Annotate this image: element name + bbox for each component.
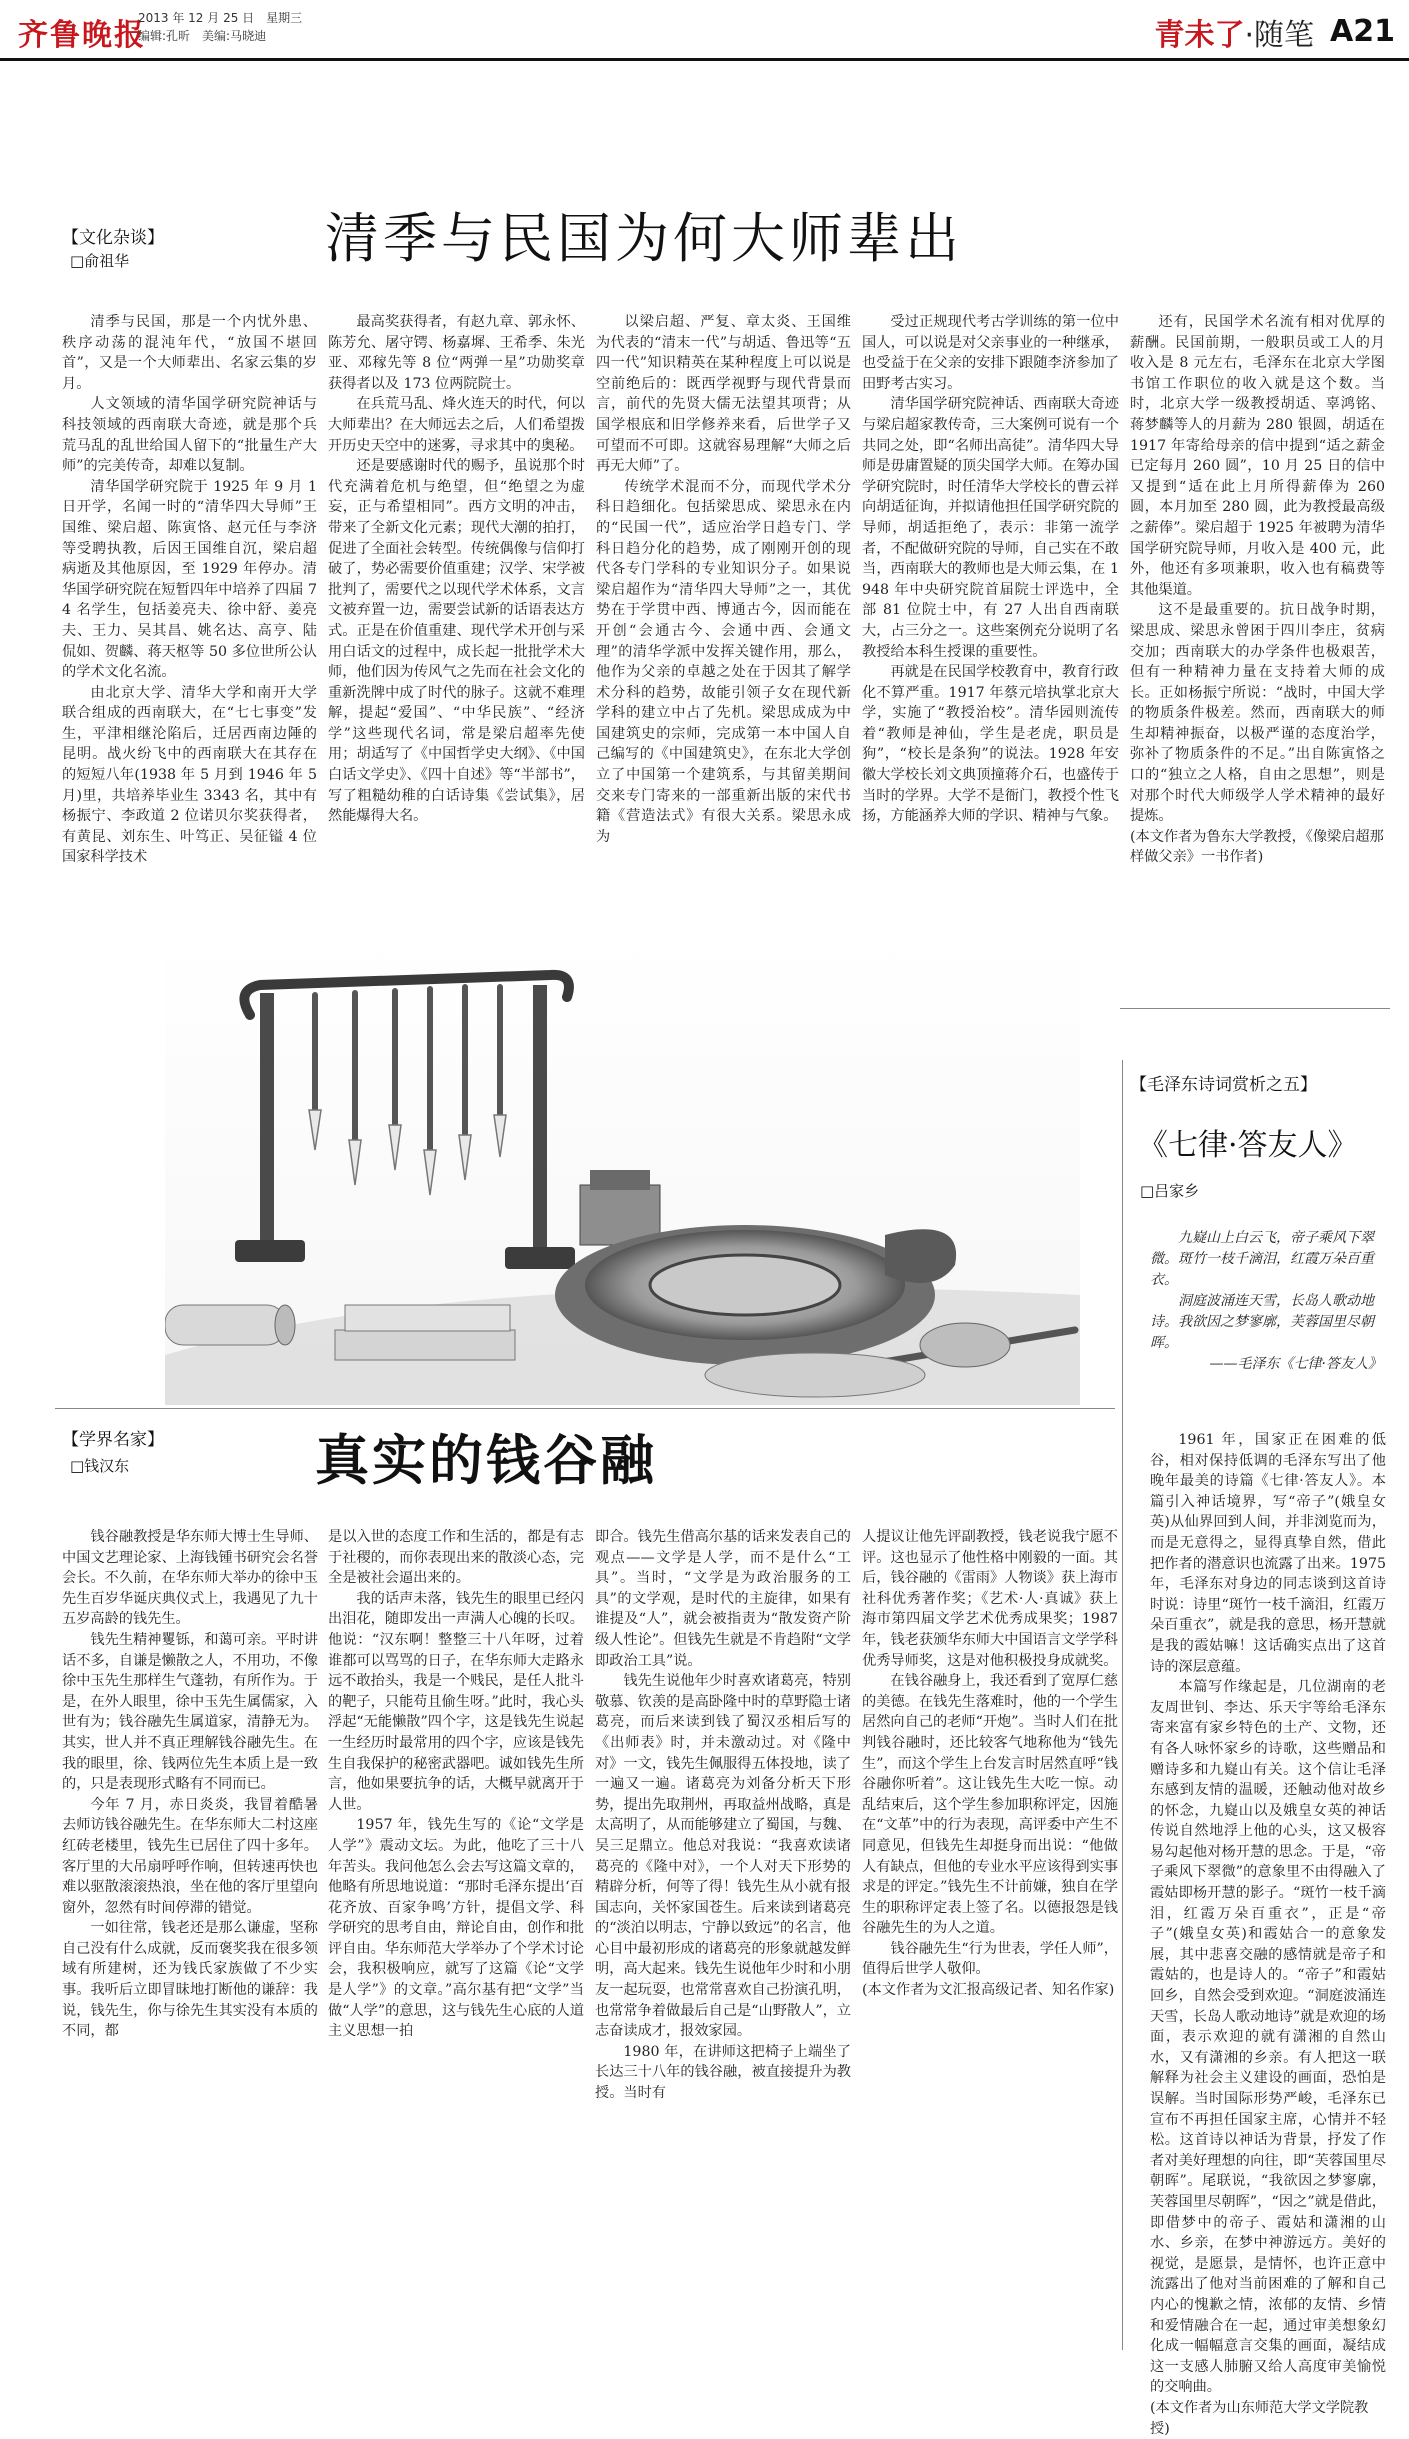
poem-block [1150, 1228, 1382, 1375]
article3-title: 《七律·答友人》 [1138, 1128, 1358, 1163]
author-note: (本文作者为文汇报高级记者、知名作家) [862, 1982, 1115, 1999]
paragraph: 1961 年，国家正在困难的低谷，相对保持低调的毛泽东写出了他晚年最美的诗篇《七律·答友人》。本篇引入神话境界，写“帝子”(娥皇女英)从仙界回到人间，并非浏览而为，而是无意得之，显得真挚自然，借此把作者的潜意识也流露了出来。1975 年，毛泽东对身边的同志谈到这首诗时说：诗里“斑竹一枝千滴泪，红霞万朵百重衣”，就是我的意思，杨开慧就是我的霞姑嘛！这话确实点出了这首诗的深层意蕴。 [1150, 1432, 1386, 1675]
brush-rack-illustration [165, 935, 1080, 1405]
poem-line: 洞庭波涌连天雪，长岛人歌动地诗。我欲因之梦寥廓，芙蓉国里尽朝晖。 [1150, 1293, 1374, 1351]
paragraph: 还有，民国学术名流有相对优厚的薪酬。民国前期，一般职员或工人的月收入是 8 元左右，毛泽东在北京大学图书馆工作职位的收入就是这个数。当时，北京大学一级教授胡适、辜鸿铭、蒋梦麟等人的月薪为 280 银圆，胡适在 1917 年寄给母亲的信中提到“适之薪金已定每月 260 圆”，10 月 25 日的信中又提到“适在此上月所得薪俸为 260 圆，本月加至 280 圆，此为教授最高级之薪俸”。梁启超于 1925 年被聘为清华国学研究院导师，月收入是 400 元，此外，他还有多项兼职，收入也有稿费等其他渠道。 [1130, 314, 1385, 598]
paragraph: 即合。钱先生借高尔基的话来发表自己的观点——文学是人学，而不是什么“工具”。当时，“文学是为政治服务的工具”的文学观，是时代的主旋律，如果有谁提及“人”，就会被指责为“散发资产阶级人性论”。但钱先生就是不肯趋附“文学即政治工具”说。 [595, 1529, 851, 1669]
article1-tag: 【文化杂谈】 [62, 228, 164, 248]
paragraph: 钱先生精神矍铄，和蔼可亲。平时讲话不多，自谦是懒散之人，不用功，不像徐中玉先生那样生气蓬勃，有所作为。于是，在外人眼里，徐中玉先生属儒家，入世有为；钱谷融先生属道家，清静无为。其实，世人并不真正理解钱谷融先生。在我的眼里，徐、钱两位先生本质上是一致的，只是表现形式略有不同而已。 [62, 1631, 318, 1793]
article2-headline: 真实的钱谷融 [315, 1429, 657, 1492]
paragraph: 再就是在民国学校教育中，教育行政化不算严重。1917 年蔡元培执掌北京大学，实施了“教授治校”。清华园则流传着“教师是神仙，学生是老虎，职员是狗”，“校长是条狗”的说法。1928 年安徽大学校长刘文典顶撞蒋介石，也盛传于当时的学界。大学不是衙门，教授个性飞扬，方能涵养大师的学识、精神与气象。 [862, 664, 1119, 825]
water-dropper [920, 1323, 1010, 1367]
page-number: A21 [1330, 14, 1395, 49]
article1-column-2 [328, 312, 585, 827]
section-subname: ·随笔 [1244, 18, 1314, 53]
newspaper-logo: 齐鲁晚报 [18, 18, 146, 53]
editors-credit: 编辑:孔昕 美编:马晓迪 [138, 29, 267, 43]
paragraph: 一如往常，钱老还是那么谦虚，坚称自己没有什么成就，反而褒奖我在很多领域有所建树，还为钱氏家族做了不少实事。我听后立即冒昧地打断他的谦辞：我说，钱先生，你与徐先生其实没有本质的不同，都 [62, 1920, 318, 2040]
article2-column-4 [862, 1527, 1118, 2001]
paragraph: 人提议让他先评副教授，钱老说我宁愿不评。这也显示了他性格中刚毅的一面。其后，钱谷融的《雷雨》人物谈》获上海市社科优秀著作奖；《艺术·人·真诚》获上海市第四届文学艺术优秀成果奖；1987 年，钱老获颁华东师大中国语言文学学科优秀导师奖，这是对他积极投身成就奖。 [862, 1529, 1118, 1669]
article2-tag: 【学界名家】 [62, 1430, 164, 1450]
paragraph: 是以入世的态度工作和生活的，都是有志于社稷的，而你表现出来的散淡心态，完全是被社会逼出来的。 [328, 1529, 584, 1587]
article1-column-5 [1130, 312, 1385, 868]
author-note: (本文作者为山东师范大学文学院教授) [1150, 2399, 1369, 2437]
paragraph: 清华国学研究院于 1925 年 9 月 1 日开学，名闻一时的“清华四大导师”王国维、梁启超、陈寅恪、赵元任与李济等受聘执教，后因王国维自沉，梁启超病逝及其他原因，至 1929 年停办。清华国学研究院在短暂四年中培养了四届 74 名学生，包括姜亮夫、徐中舒、姜亮夫、王力、吴其昌、姚名达、高亨、陆侃如、贺麟、蒋天枢等 50 多位世所公认的学术文化名流。 [62, 478, 317, 681]
article1-headline: 清季与民国为何大师辈出 [325, 207, 963, 270]
column-divider [1122, 1060, 1123, 2350]
paragraph: 今年 7 月，赤日炎炎，我冒着酷暑去师访钱谷融先生。在华东师大二村这座红砖老楼里，钱先生已居住了四十多年。客厅里的大吊扇呼呼作响，但转速再快也难以驱散滚滚热浪，坐在他的客厅里望向窗外，忽然有时间停滞的错觉。 [62, 1796, 318, 1916]
paragraph: 1980 年，在讲师这把椅子上端坐了长达三十八年的钱谷融，被直接提升为教授。当时有 [595, 2043, 851, 2102]
paragraph: 钱先生说他年少时喜欢诸葛亮，特别敬慕、钦羡的是高卧隆中时的草野隐士诸葛亮，而后来读到钱了蜀汉丞相后写的《出师表》时，并未激动过。对《隆中对》一文，钱先生佩服得五体投地，读了一遍又一遍。诸葛亮为刘备分析天下形势，提出先取荆州，再取益州战略，真是太高明了，从而能够建立了蜀国，与魏、吴三足鼎立。他总对我说：“我喜欢读诸葛亮的《隆中对》，一个人对天下形势的精辟分析，何等了得！钱先生从小就有报国志向，关怀家国苍生。后来读到诸葛亮的“淡泊以明志，宁静以致远”的名言，他心目中最初形成的诸葛亮的形象就越发鲜明，高大起来。钱先生说他年少时和小朋友一起玩耍，也常常喜欢自己扮演孔明，也常常争着做最后自己是“山野散人”，立志奋读成才，报效家园。 [595, 1673, 851, 2040]
paragraph: 传统学术混而不分，而现代学术分科日趋细化。包括梁思成、梁思永在内的“民国一代”，适应治学日趋专门、学科日趋分化的趋势，成了刚刚开创的现代各专门学科的专业知识分子。如果说梁启超作为“清华四大导师”之一，其优势在于学贯中西、博通古今，因而能在开创“会通古今、会通中西、会通文理”的清华学派中发挥关键作用，那么，他作为父亲的卓越之处在于因其了解学术分科的趋势，故能引领子女在现代新学科的建立中占了先机。梁思成成为中国建筑史的宗师，完成第一本中国人自己编写的《中国建筑史》，在东北大学创立了中国第一个建筑系，与其留美期间交来专门寄来的一部重新出版的宋代书籍《营造法式》有很大关系。梁思永成为 [596, 478, 851, 845]
article1-byline: □俞祖华 [70, 252, 130, 270]
article-divider [55, 1408, 1115, 1409]
article3-body [1150, 1430, 1386, 2439]
paragraph: 以梁启超、严复、章太炎、王国维为代表的“清末一代”与胡适、鲁迅等“五四一代”知识精英在某种程度上可以说是空前绝后的：既西学视野与现代背景而言，前代的先贤大儒无法望其项背；从国学根底和旧学修养来看，后世学子又可望而不可即。这就容易理解“大师之后再无大师”了。 [596, 314, 851, 475]
paragraph: 我的话声未落，钱先生的眼里已经闪出泪花，随即发出一声满人心魄的长叹。他说：“汉东啊！整整三十八年呀，过着谁都可以骂骂的日子，在华东师大走路永远不敢抬头，我是一个贱民，是任人批斗的靶子，只能苟且偷生呀。”此时，我心头浮起“无能懒散”四个字，这是钱先生说起一生经历时最常用的四个字，应该是钱先生自我保护的秘密武器吧。诚如钱先生所言，他如果要抗争的话，大概早就离开于人世。 [328, 1590, 584, 1813]
section-name: 青未了 [1154, 18, 1245, 53]
seal-box [580, 1170, 660, 1245]
poem-source: ——毛泽东《七律·答友人》 [1209, 1356, 1382, 1372]
poem-line: 九嶷山上白云飞，帝子乘风下翠微。斑竹一枝千滴泪，红霞万朵百重衣。 [1150, 1230, 1374, 1288]
column-divider [1120, 1008, 1390, 1009]
paragraph: 清华国学研究院神话、西南联大奇迹与梁启超家教传奇，三大案例可说有一个共同之处，即“名师出高徒”。清华四大导师是毋庸置疑的顶尖国学大师。在筹办国学研究院时，时任清华大学校长的曹云祥向胡适征询，并拟请他担任国学研究院的导师，胡适拒绝了，表示：非第一流学者，不配做研究院的导师，自己实在不敢当，西南联大的教师也是大师云集，在 1948 年中央研究院首届院士评选中，全部 81 位院士中，有 27 人出自西南联大，占三分之一。这些案例充分说明了名教授给本科生授课的重要性。 [862, 396, 1119, 660]
author-note: (本文作者为鲁东大学教授，《像梁启超那样做父亲》一书作者) [1130, 828, 1384, 866]
section-title [1154, 10, 1314, 54]
paragraph: 钱谷融先生“行为世表，学任人师”，值得后世学人敬仰。 [862, 1940, 1118, 1978]
illustration-svg [165, 935, 1080, 1405]
article1-column-4 [862, 312, 1119, 827]
article3-byline: □吕家乡 [1140, 1182, 1200, 1200]
paragraph: 钱谷融教授是华东师大博士生导师、中国文艺理论家、上海钱锺书研究会名誉会长。不久前，在华东师大举办的徐中玉先生百岁华诞庆典仪式上，我遇见了九十五岁高龄的钱先生。 [62, 1529, 318, 1628]
scroll [165, 1305, 295, 1345]
paragraph: 本篇写作缘起是，几位湖南的老友周世钊、李达、乐天宇等给毛泽东寄来富有家乡特色的土产、文物，还有各人咏怀家乡的诗歌，这些赠品和赠诗多和九嶷山有关。这个信让毛泽东感到友情的温暖，还触动他对故乡的怀念，九嶷山以及娥皇女英的神话传说自然地浮上他的心头，这又极容易勾起他对杨开慧的思念。于是，“帝子乘风下翠微”的意象里不由得融入了霞姑即杨开慧的影子。“斑竹一枝千滴泪，红霞万朵百重衣”，正是“帝子”(娥皇女英)和霞姑合一的意象发展，其中悲喜交融的感情就是帝子和霞姑的，也是诗人的。“帝子”和霞姑回乡，自然会受到欢迎。“洞庭波涌连天雪，长岛人歌动地诗”就是欢迎的场面，表示欢迎的就有潇湘的自然山水，又有潇湘的乡亲。有人把这一联解释为社会主义建设的画面，恐怕是误解。当时国际形势严峻，毛泽东已宣布不再担任国家主席，心情并不轻松。这首诗以神话为背景，抒发了作者对美好理想的向往，即“芙蓉国里尽朝晖”。尾联说，“我欲因之梦寥廓，芙蓉国里尽朝晖”，“因之”就是借此，即借梦中的帝子、霞姑和潇湘的山水、乡亲，在梦中神游远方。美好的视觉，是愿景，是情怀，也许正意中流露出了他对当前困难的了解和自己内心的愧歉之情，浓郁的友情、乡情和爱情融合在一起，通过审美想象幻化成一幅幅意言交集的画面，凝结成这一支感人肺腑又给人高度审美愉悦的交响曲。 [1150, 1679, 1386, 2396]
paragraph: 人文领域的清华国学研究院神话与科技领域的西南联大奇迹，就是那个兵荒马乱的乱世给国人留下的“批量生产大师”的完美传奇，却难以复制。 [62, 396, 317, 475]
paragraph: 1957 年，钱先生写的《论“文学是人学”》震动文坛。为此，他吃了三十八年苦头。我问他怎么会去写这篇文章的，他略有所思地说道：“那时毛泽东提出‘百花齐放、百家争鸣’方针，提倡文学、科学研究的思考自由，辩论自由，创作和批评自由。华东师范大学举办了个学术讨论会，我积极响应，就写了这篇《论“文学是人学”》的文章。”高尔基有把“文学”当做“人学”的意思，这与钱先生心底的人道主义思想一拍 [328, 1817, 584, 2040]
article2-column-2 [328, 1527, 584, 2042]
paragraph: 在钱谷融身上，我还看到了宽厚仁慈的美德。在钱先生落难时，他的一个学生居然向自己的老师“开炮”。当时人们在批判钱谷融时，还比较客气地称他为“钱先生”，而这个学生上台发言时居然直呼“钱谷融你听着”。这让钱先生大吃一惊。动乱结束后，这个学生参加职称评定，因施在“文革”中的行为表现，高评委中产生不同意见，但钱先生却挺身而出说：“他做人有缺点，但他的专业水平应该得到实事求是的评定。”钱先生不计前嫌，独自在学生的职称评定表上签了名。以德报怨是钱谷融先生的为人之道。 [862, 1673, 1118, 1937]
article2-byline: □钱汉东 [70, 1457, 130, 1475]
paper-weight [705, 1353, 925, 1397]
article3-tag: 【毛泽东诗词赏析之五】 [1130, 1075, 1317, 1095]
paragraph: 还是要感谢时代的赐予，虽说那个时代充满着危机与绝望，但“绝望之为虚妄，正与希望相同”。西方文明的冲击，带来了全新文化元素；现代大潮的拍打，促进了全面社会转型。传统偶像与信仰打破了，势必需要价值重建；汉学、宋学被批判了，需要代之以现代学术体系，文言文被弃置一边，需要尝试新的话语表达方式。正是在价值重建、现代学术开创与采用白话文的过程中，成长起一批批学术大师，他们因为传风气之先而在社会文化的重新洗牌中成了时代的脉子。这就不难理解，提起“爱国”、“中华民族”、“经济学”这些现代名词，常是梁启超率先使用；胡适写了《中国哲学史大纲》、《中国白话文学史》、《四十自述》等“半部书”，写了粗糙幼稚的白话诗集《尝试集》，居然能爆得大名。 [328, 458, 585, 825]
book-stack [335, 1305, 515, 1360]
paragraph: 由北京大学、清华大学和南开大学联合组成的西南联大，在“七七事变”发生，平津相继沦陷后，迁居西南边陲的昆明。战火纷飞中的西南联大在其存在的短短八年(1938 年 5 月到 1946 年 5 月)里，共培养毕业生 3343 名，其中有杨振宁、李政道 2 位诺贝尔奖获得者，有黄昆、刘东生、叶笃正、吴征镒 4 位国家科学技术 [62, 684, 317, 866]
issue-date: 2013 年 12 月 25 日 星期三 [138, 11, 303, 25]
article1-column-3 [596, 312, 851, 847]
paragraph: 受过正规现代考古学训练的第一位中国人，可以说是对父亲事业的一种继承，也受益于在父亲的安排下跟随李济参加了田野考古实习。 [862, 314, 1119, 392]
paragraph: 最高奖获得者，有赵九章、郭永怀、陈芳允、屠守锷、杨嘉墀、王希季、朱光亚、邓稼先等 8 位“两弹一星”功勋奖章获得者以及 173 位两院院士。 [328, 314, 585, 392]
paragraph: 在兵荒马乱、烽火连天的时代，何以大师辈出？在大师远去之后，人们希望拨开历史天空中的迷雾，寻求其中的奥秘。 [328, 396, 585, 454]
paragraph: 清季与民国，那是一个内忧外患、秩序动荡的混沌年代，“放国不堪回首”，又是一个大师辈出、名家云集的岁月。 [62, 314, 317, 392]
article1-column-1 [62, 312, 317, 868]
article2-column-1 [62, 1527, 318, 2042]
masthead-rule [0, 58, 1409, 61]
article2-column-3 [595, 1527, 851, 2104]
paragraph: 这不是最重要的。抗日战争时期，梁思成、梁思永曾困于四川李庄，贫病交加；西南联大的办学条件也极艰苦，但有一种精神力量在支持着大师的成长。正如杨振宁所说：“战时，中国大学的物质条件极差。然而，西南联大的师生却精神振奋，以极严谨的态度治学，弥补了物质条件的不足。”出自陈寅恪之口的“独立之人格，自由之思想”，则是对那个时代大师级学人学术精神的最好提炼。 [1130, 602, 1385, 825]
